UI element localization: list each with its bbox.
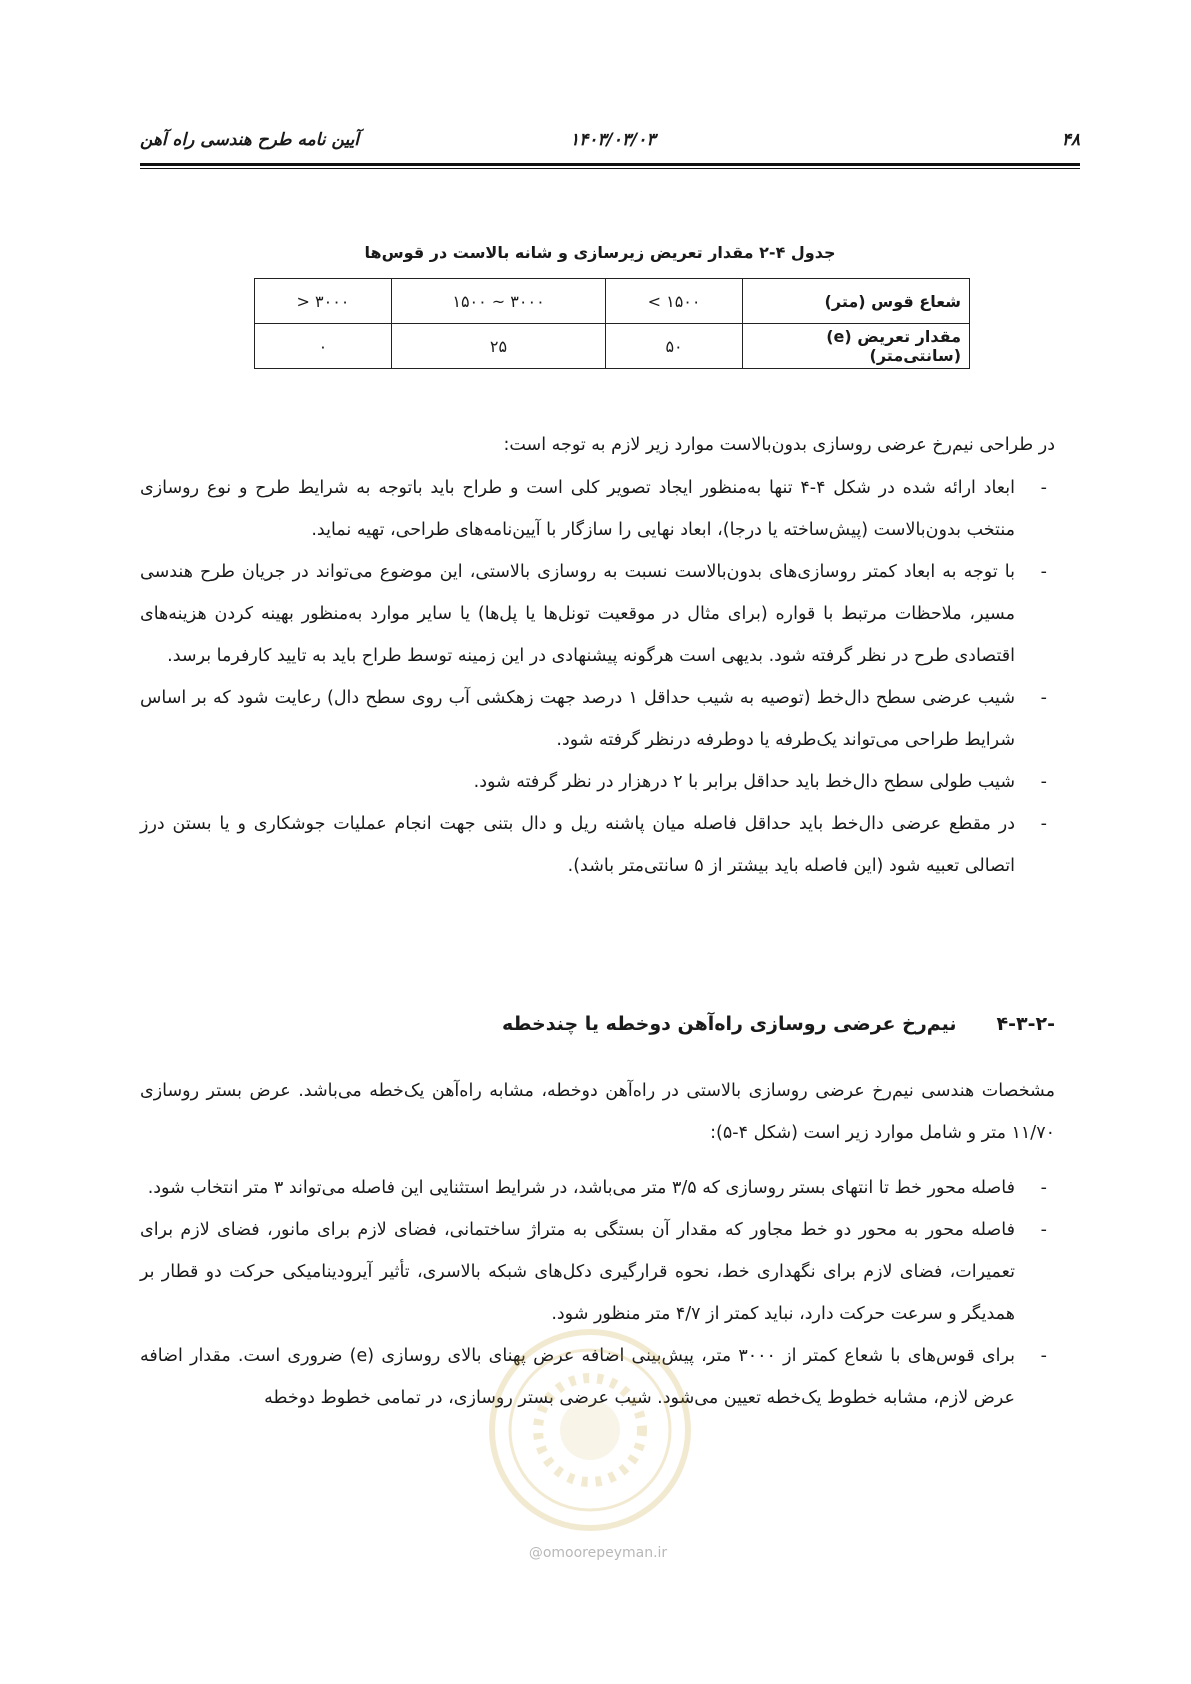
- bullet-dash: -: [1040, 688, 1047, 708]
- table-cell: ۳۰۰۰ <: [255, 279, 392, 324]
- table-row: [255, 324, 970, 369]
- header-rule-thick: [140, 163, 1080, 166]
- list-item-text: فاصله محور خط تا انتهای بستر روسازی که ۳/۵ متر می‌باشد، در شرایط استثنایی این فاصله می‌تواند ۳ متر انتخاب شود.: [147, 1178, 1015, 1198]
- table-row: [255, 279, 970, 324]
- table-cell: شعاع قوس (متر): [743, 279, 970, 324]
- bullet-dash: -: [1040, 1346, 1047, 1366]
- section-paragraph: مشخصات هندسی نیم‌رخ عرضی روسازی بالاستی در راه‌آهن دوخطه، مشابه راه‌آهن یک‌خطه می‌باشد. عرض بستر روسازی ۱۱/۷۰ متر و شامل موارد زیر است (شکل ۴-۵):: [140, 1081, 1055, 1143]
- table-cell: ۳۰۰۰ ~ ۱۵۰۰: [391, 279, 605, 324]
- page-header: [140, 130, 1080, 160]
- section-number: ۴-۳-۲-: [996, 1013, 1055, 1035]
- header-rule-thin: [140, 168, 1080, 169]
- list-item: [140, 803, 1055, 887]
- bullet-dash: -: [1040, 772, 1047, 792]
- list-item-text: شیب طولی سطح دال‌خط باید حداقل برابر با ۲ درهزار در نظر گرفته شود.: [473, 772, 1015, 792]
- bullet-dash: -: [1040, 562, 1047, 582]
- watermark-text: @omoorepeyman.ir: [528, 1545, 668, 1561]
- list-item-text: با توجه به ابعاد کمتر روسازی‌های بدون‌بالاست نسبت به روسازی بالاستی، این موضوع می‌تواند در جریان طرح هندسی مسیر، ملاحظات مرتبط با قواره (برای مثال در موقعیت تونل‌ها یا پل‌ها) یا سایر موارد به‌منظور بهینه کردن هزینه‌های اقتصادی طرح در نظر گرفته شود. بدیهی است هرگونه پیشنهادی در این زمینه توسط طراح باید به تایید کارفرما برسد.: [140, 562, 1015, 666]
- list-item: [140, 677, 1055, 761]
- section-heading: [140, 1013, 1055, 1035]
- ballastless-notes-list: [140, 467, 1055, 887]
- table-cell: مقدار تعریض (e) (سانتی‌متر): [743, 324, 970, 369]
- table-cell: ۵۰: [606, 324, 743, 369]
- widening-table: [254, 278, 970, 369]
- table-cell: ۲۵: [391, 324, 605, 369]
- list-item-text: برای قوس‌های با شعاع کمتر از ۳۰۰۰ متر، پیش‌بینی اضافه عرض پهنای بالای روسازی (e) ضروری است. مقدار اضافه عرض لازم، مشابه خطوط یک‌خطه تعیین می‌شود. شیب عرضی بستر روسازی، در تمامی خطوط دوخطه: [140, 1346, 1015, 1408]
- list-item: [140, 467, 1055, 551]
- list-item-text: در مقطع عرضی دال‌خط باید حداقل فاصله میان پاشنه ریل و دال بتنی جهت انجام عملیات جوشکاری و یا بستن درز اتصالی تعبیه شود (این فاصله باید بیشتر از ۵ سانتی‌متر باشد).: [140, 814, 1015, 876]
- list-item-text: ابعاد ارائه شده در شکل ۴-۴ تنها به‌منظور ایجاد تصویر کلی است و طراح باید باتوجه به شرایط طرح و نوع روسازی منتخب بدون‌بالاست (پیش‌ساخته یا درجا)، ابعاد نهایی را سازگار با آیین‌نامه‌های طراحی، تهیه نماید.: [140, 478, 1015, 540]
- list-item: [140, 761, 1055, 803]
- bullet-dash: -: [1040, 478, 1047, 498]
- list-item: [140, 1167, 1055, 1209]
- table-cell: ۱۵۰۰ >: [606, 279, 743, 324]
- page-number: ۴۸: [1061, 130, 1080, 150]
- bullet-dash: -: [1040, 814, 1047, 834]
- header-title: آیین نامه طرح هندسی راه آهن: [140, 130, 360, 150]
- bullet-dash: -: [1040, 1178, 1047, 1198]
- table-caption: جدول ۴-۲ مقدار تعریض زیرسازی و شانه بالاست در قوس‌ها: [364, 243, 836, 262]
- bullet-dash: -: [1040, 1220, 1047, 1240]
- section-title: نیم‌رخ عرضی روسازی راه‌آهن دوخطه یا چندخطه: [501, 1013, 957, 1035]
- header-date: ۱۴۰۳/۰۳/۰۳: [570, 130, 656, 150]
- intro-paragraph: در طراحی نیم‌رخ عرضی روسازی بدون‌بالاست موارد زیر لازم به توجه است:: [503, 435, 1055, 455]
- table-cell: ۰: [255, 324, 392, 369]
- list-item-text: شیب عرضی سطح دال‌خط (توصیه به شیب حداقل ۱ درصد جهت زهکشی آب روی سطح دال) رعایت شود که بر اساس شرایط طراحی می‌تواند یک‌طرفه یا دوطرفه درنظر گرفته شود.: [140, 688, 1015, 750]
- watermark-seal-icon: [485, 1325, 695, 1535]
- list-item-text: فاصله محور به محور دو خط مجاور که مقدار آن بستگی به متراژ ساختمانی، فضای لازم برای مانور، فضای لازم برای تعمیرات، فضای لازم برای نگهداری خط، نحوه قرارگیری دکل‌های شبکه بالاسری، تأثیر آیرودینامیکی حرکت دو قطار بر همدیگر و سرعت حرکت دارد، نباید کمتر از ۴/۷ متر منظور شود.: [140, 1220, 1015, 1324]
- list-item: [140, 551, 1055, 677]
- list-item: [140, 1209, 1055, 1335]
